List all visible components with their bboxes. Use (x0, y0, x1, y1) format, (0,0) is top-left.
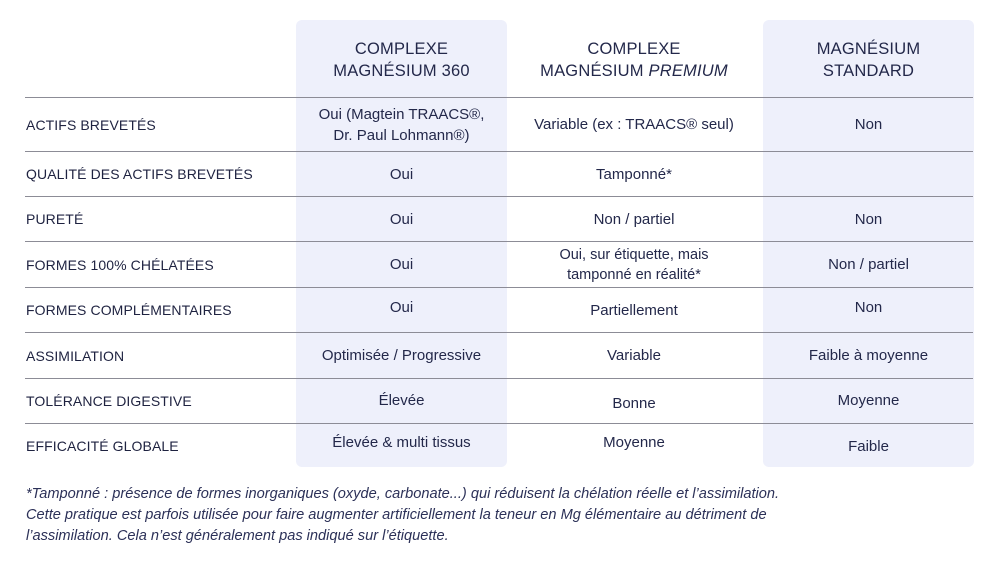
cell-magnesium-standard: Non (854, 116, 883, 133)
column-header-line2: STANDARD (822, 62, 915, 80)
table-row-tolerance-digestive (0, 379, 1000, 423)
column-header-line1: COMPLEXE (354, 40, 449, 58)
row-label: FORMES 100% CHÉLATÉES (26, 256, 214, 273)
row-label: FORMES COMPLÉMENTAIRES (26, 302, 232, 318)
row-label: EFFICACITÉ GLOBALE (26, 437, 179, 454)
footnote-line: l’assimilation. Cela n’est généralement pas indiqué sur l’étiquette. (26, 528, 449, 544)
table-row-actifs-brevetes (0, 98, 1000, 151)
cell-magnesium-360: Élevée & multi tissus (332, 434, 471, 451)
cell-magnesium-premium: Tamponné* (596, 165, 672, 183)
table-row-formes-complementaires (0, 288, 1000, 332)
cell-magnesium-standard: Non / partiel (828, 256, 909, 273)
column-header-line2: MAGNÉSIUM 360 (333, 62, 470, 80)
column-header-line2: MAGNÉSIUM PREMIUM (540, 62, 728, 80)
cell-magnesium-360: Oui (Magtein TRAACS®, Dr. Paul Lohmann®) (318, 106, 485, 144)
footnote-line: *Tamponné : présence de formes inorganiques (oxyde, carbonate...) qui réduisent la chélation réelle et l’assimilation. (26, 486, 780, 502)
cell-magnesium-standard: Faible à moyenne (808, 347, 929, 364)
cell-magnesium-premium: Non / partiel (593, 210, 675, 228)
cell-magnesium-premium: Bonne (612, 395, 656, 412)
cell-magnesium-standard: Moyenne (837, 392, 900, 409)
cell-magnesium-standard: Non (854, 210, 883, 228)
column-header-line1: COMPLEXE (587, 40, 681, 58)
cell-magnesium-standard: Faible (848, 438, 889, 455)
table-row-qualite-actifs (0, 152, 1000, 196)
table-row-assimilation (0, 333, 1000, 378)
table-row-efficacite-globale (0, 424, 1000, 467)
column-header-magnesium-premium (528, 36, 740, 84)
cell-magnesium-premium: Partiellement (590, 301, 678, 319)
table-row-purete (0, 197, 1000, 241)
cell-magnesium-standard (763, 152, 974, 196)
column-header-magnesium-standard (763, 36, 974, 84)
row-label: TOLÉRANCE DIGESTIVE (26, 393, 192, 409)
row-label: PURETÉ (26, 211, 84, 227)
column-header-line1: MAGNÉSIUM (816, 40, 921, 58)
cell-magnesium-360: Oui (389, 256, 414, 273)
row-label: ASSIMILATION (26, 347, 125, 364)
cell-magnesium-360: Optimisée / Progressive (321, 347, 482, 364)
cell-magnesium-standard: Non (854, 299, 883, 316)
cell-magnesium-360: Oui (389, 299, 414, 316)
footnote-line: Cette pratique est parfois utilisée pour faire augmenter artificiellement la teneur en Mg élémentaire au détriment de (26, 507, 767, 523)
cell-magnesium-premium: Moyenne (603, 434, 665, 451)
cell-magnesium-360: Élevée (378, 392, 425, 409)
cell-magnesium-premium: Variable (607, 347, 661, 364)
column-header-magnesium-360 (296, 36, 507, 84)
row-label: QUALITÉ DES ACTIFS BREVETÉS (26, 166, 253, 182)
cell-magnesium-360: Oui (389, 165, 414, 183)
cell-magnesium-premium: Variable (ex : TRAACS® seul) (534, 116, 734, 133)
footnote (26, 484, 976, 547)
cell-magnesium-premium: Oui, sur étiquette, mais tamponné en réalité* (559, 246, 709, 283)
cell-magnesium-360: Oui (389, 210, 414, 228)
row-label: ACTIFS BREVETÉS (26, 116, 156, 133)
table-row-formes-chelatees (0, 242, 1000, 287)
